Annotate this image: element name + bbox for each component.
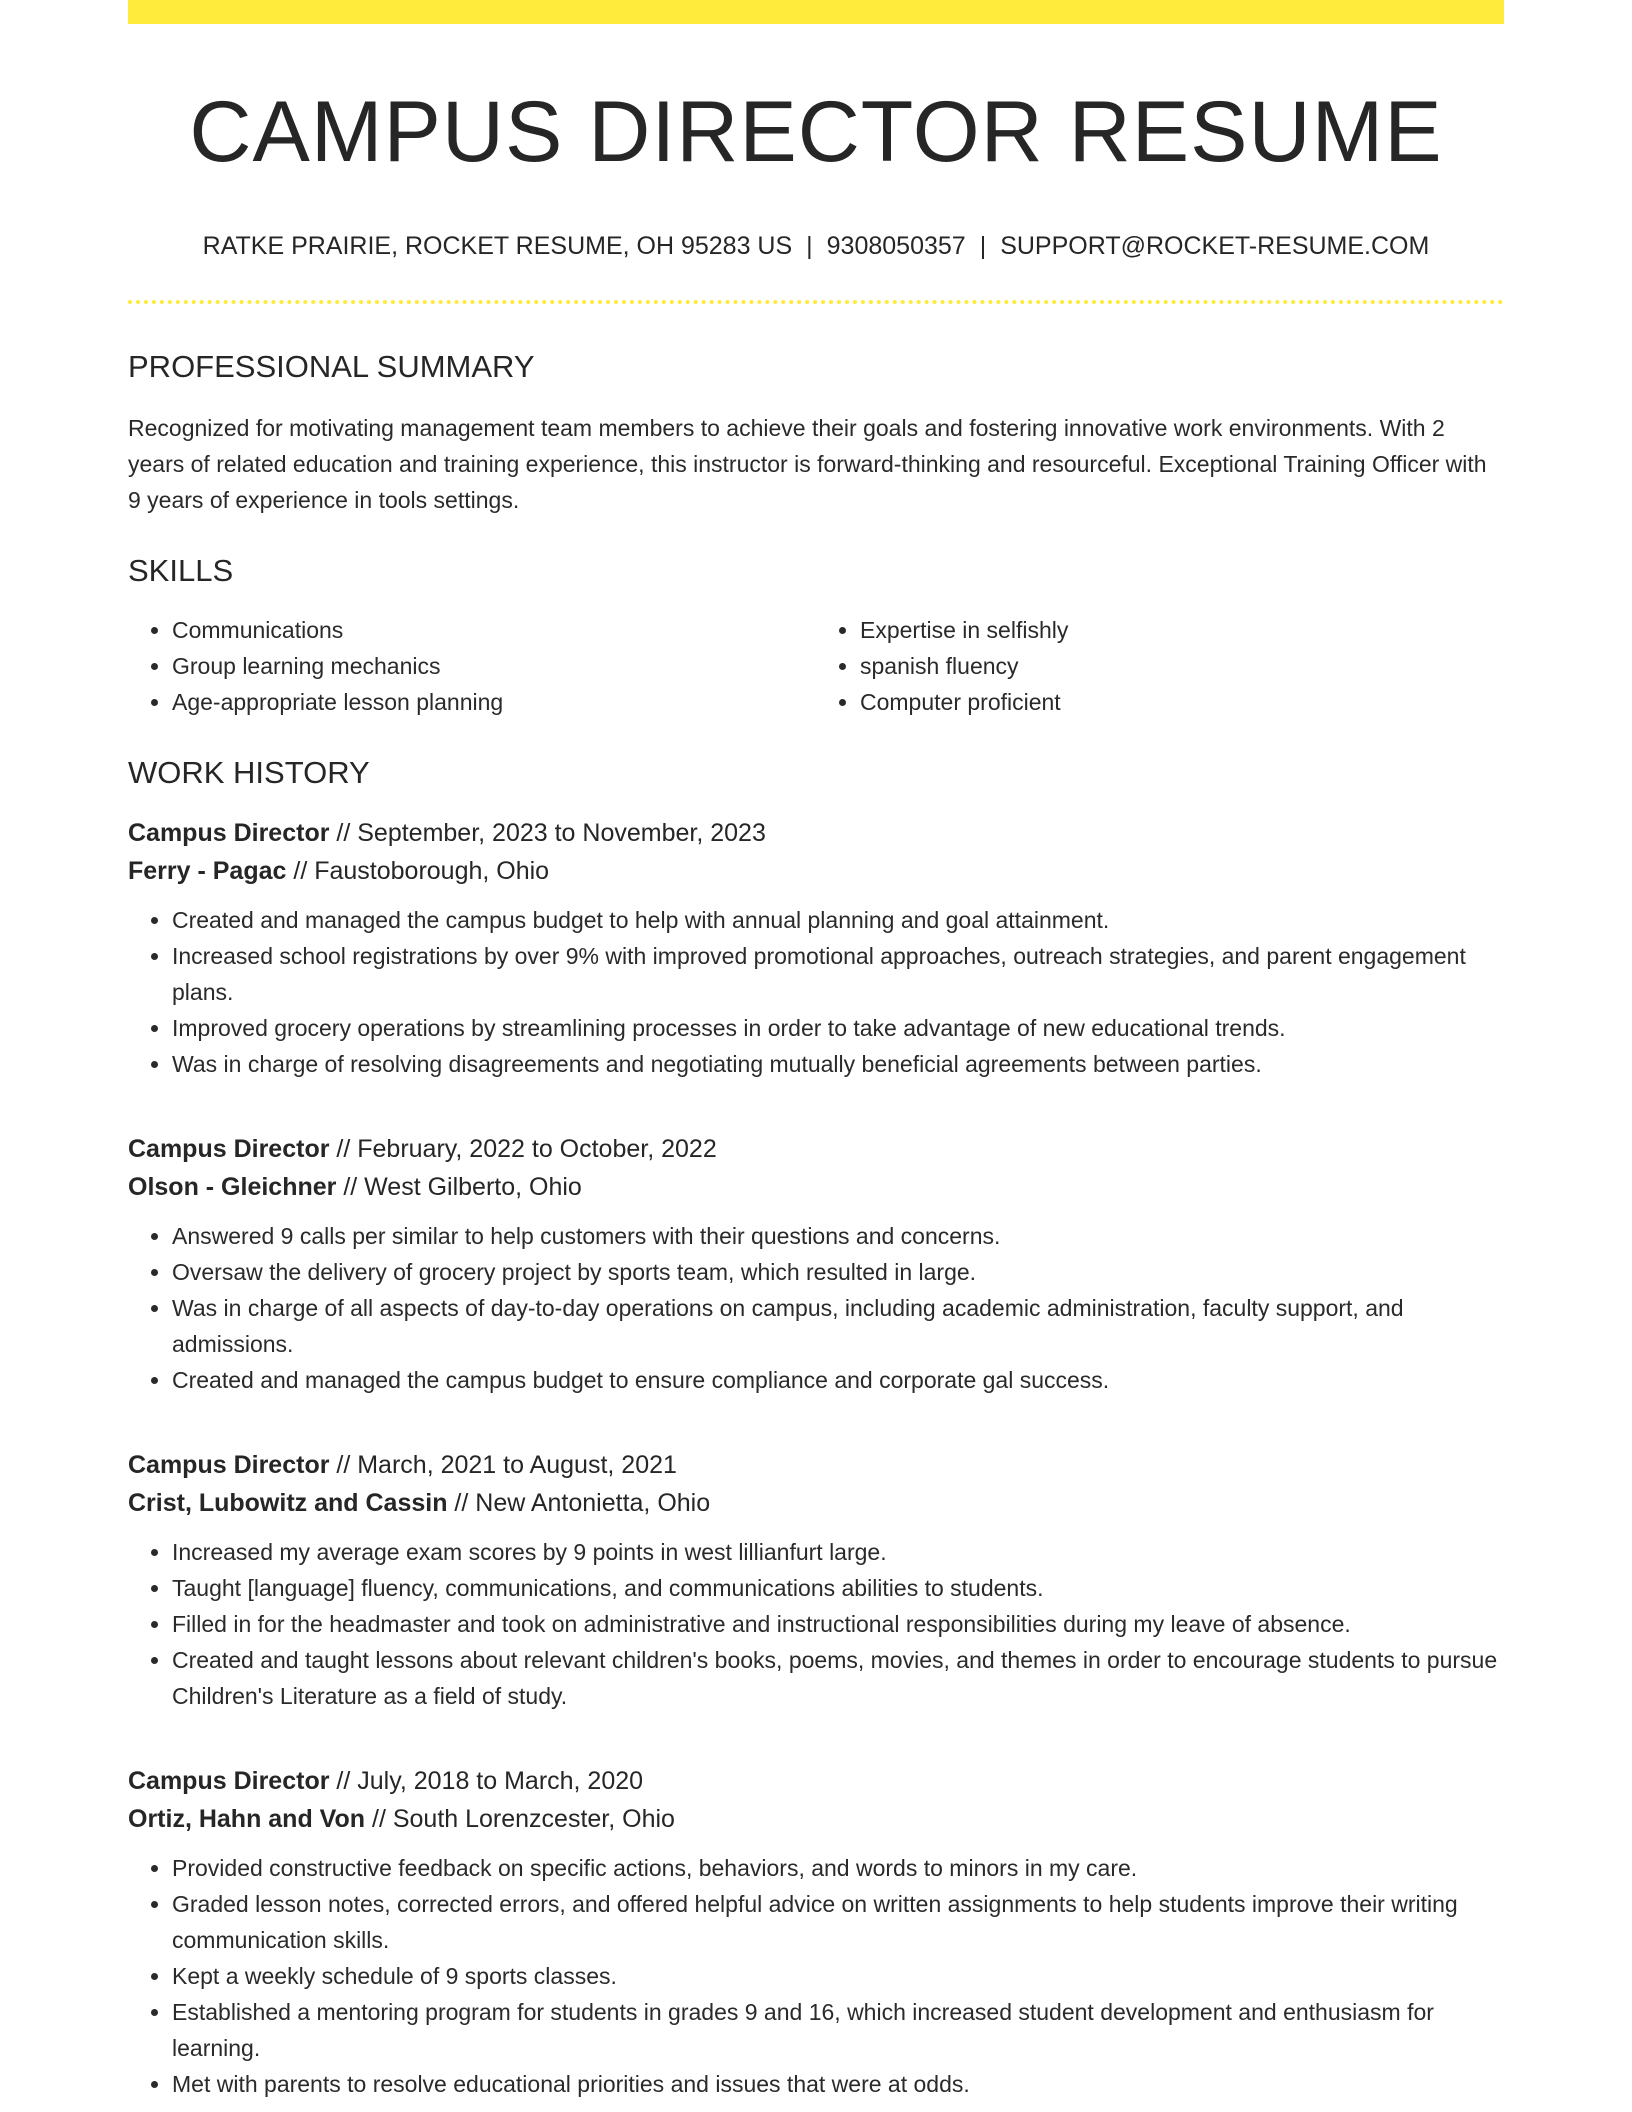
job-bullet: • Created and managed the campus budget to ensure compliance and corporate gal success. <box>172 1362 1504 1398</box>
job-company-line <box>128 852 1504 890</box>
job-entry <box>128 1130 1504 1398</box>
job-company: Ferry - Pagac <box>128 857 287 885</box>
contact-email: SUPPORT@ROCKET-RESUME.COM <box>1000 232 1430 260</box>
job-title-line <box>128 814 1504 852</box>
job-title-line <box>128 1762 1504 1800</box>
job-bullet-list <box>128 1534 1504 1714</box>
job-bullet: • Taught [language] fluency, communications, and communications abilities to students. <box>172 1570 1504 1606</box>
job-bullet-list <box>128 902 1504 1082</box>
skill-item: • Communications <box>172 612 816 648</box>
job-bullet: • Created and managed the campus budget to help with annual planning and goal attainment. <box>172 902 1504 938</box>
job-bullet: • Oversaw the delivery of grocery project by sports team, which resulted in large. <box>172 1254 1504 1290</box>
job-location: // South Lorenzcester, Ohio <box>365 1805 675 1833</box>
job-entry <box>128 1446 1504 1714</box>
job-title: Campus Director <box>128 819 330 847</box>
job-location: // New Antonietta, Ohio <box>447 1489 711 1517</box>
job-bullet-list <box>128 1218 1504 1398</box>
skill-item: • Group learning mechanics <box>172 648 816 684</box>
contact-line <box>128 230 1504 262</box>
skills-grid <box>128 612 1504 720</box>
job-dates: // February, 2022 to October, 2022 <box>329 1135 717 1163</box>
contact-address: RATKE PRAIRIE, ROCKET RESUME, OH 95283 US <box>202 232 793 260</box>
job-bullet: • Filled in for the headmaster and took on administrative and instructional responsibilities during my leave of absence. <box>172 1606 1504 1642</box>
job-title: Campus Director <box>128 1451 330 1479</box>
job-bullet-list <box>128 1850 1504 2102</box>
job-title: Campus Director <box>128 1135 330 1163</box>
skill-item: • Age-appropriate lesson planning <box>172 684 816 720</box>
job-location: // West Gilberto, Ohio <box>336 1173 582 1201</box>
job-title-line <box>128 1130 1504 1168</box>
job-bullet: • Answered 9 calls per similar to help customers with their questions and concerns. <box>172 1218 1504 1254</box>
skills-list-left <box>128 612 816 720</box>
summary-text: Recognized for motivating management team members to achieve their goals and fostering innovative work environments. With 2 years of related education and training experience, this instructor is forward-thinking and resourceful. Exceptional Training Officer with 9 years of experience in tools settings. <box>128 415 1487 513</box>
skill-item: • Expertise in selfishly <box>860 612 1504 648</box>
contact-phone: 9308050357 <box>826 232 966 260</box>
skill-item: • Computer proficient <box>860 684 1504 720</box>
job-bullet: • Was in charge of all aspects of day-to-day operations on campus, including academic administration, faculty support, and admissions. <box>172 1290 1504 1362</box>
job-bullet: • Created and taught lessons about relevant children's books, poems, movies, and themes in order to encourage students to pursue Children's Literature as a field of study. <box>172 1642 1504 1714</box>
job-company: Olson - Gleichner <box>128 1173 337 1201</box>
job-company-line <box>128 1800 1504 1838</box>
job-dates: // July, 2018 to March, 2020 <box>329 1767 644 1795</box>
accent-top-bar <box>128 0 1504 24</box>
job-company: Crist, Lubowitz and Cassin <box>128 1489 448 1517</box>
summary-heading: PROFESSIONAL SUMMARY <box>128 349 535 384</box>
job-bullet: • Established a mentoring program for students in grades 9 and 16, which increased student development and enthusiasm for learning. <box>172 1994 1504 2066</box>
contact-separator: | <box>979 232 987 260</box>
job-bullet: • Improved grocery operations by streamlining processes in order to take advantage of new educational trends. <box>172 1010 1504 1046</box>
resume-title: CAMPUS DIRECTOR RESUME <box>189 84 1443 180</box>
job-bullet: • Increased school registrations by over 9% with improved promotional approaches, outreach strategies, and parent engagement plans. <box>172 938 1504 1010</box>
job-dates: // September, 2023 to November, 2023 <box>329 819 766 847</box>
contact-separator: | <box>806 232 813 260</box>
dotted-divider <box>128 300 1504 304</box>
job-bullet: • Graded lesson notes, corrected errors, and offered helpful advice on written assignments to help students improve their writing communication skills. <box>172 1886 1504 1958</box>
job-entry <box>128 1762 1504 2102</box>
job-company-line <box>128 1168 1504 1206</box>
job-company-line <box>128 1484 1504 1522</box>
job-bullet: • Was in charge of resolving disagreements and negotiating mutually beneficial agreements between parties. <box>172 1046 1504 1082</box>
job-entry <box>128 814 1504 1082</box>
job-company: Ortiz, Hahn and Von <box>128 1805 366 1833</box>
job-bullet: • Kept a weekly schedule of 9 sports classes. <box>172 1958 1504 1994</box>
skills-list-right <box>816 612 1504 720</box>
job-bullet: • Met with parents to resolve educational priorities and issues that were at odds. <box>172 2066 1504 2102</box>
job-bullet: • Provided constructive feedback on specific actions, behaviors, and words to minors in my care. <box>172 1850 1504 1886</box>
job-bullet: • Increased my average exam scores by 9 points in west lillianfurt large. <box>172 1534 1504 1570</box>
work-history-heading: WORK HISTORY <box>128 755 370 790</box>
skill-item: • spanish fluency <box>860 648 1504 684</box>
job-title-line <box>128 1446 1504 1484</box>
skills-heading: SKILLS <box>128 553 234 588</box>
job-title: Campus Director <box>128 1767 330 1795</box>
resume-page <box>128 0 1504 2102</box>
job-dates: // March, 2021 to August, 2021 <box>329 1451 677 1479</box>
job-location: // Faustoborough, Ohio <box>286 857 550 885</box>
